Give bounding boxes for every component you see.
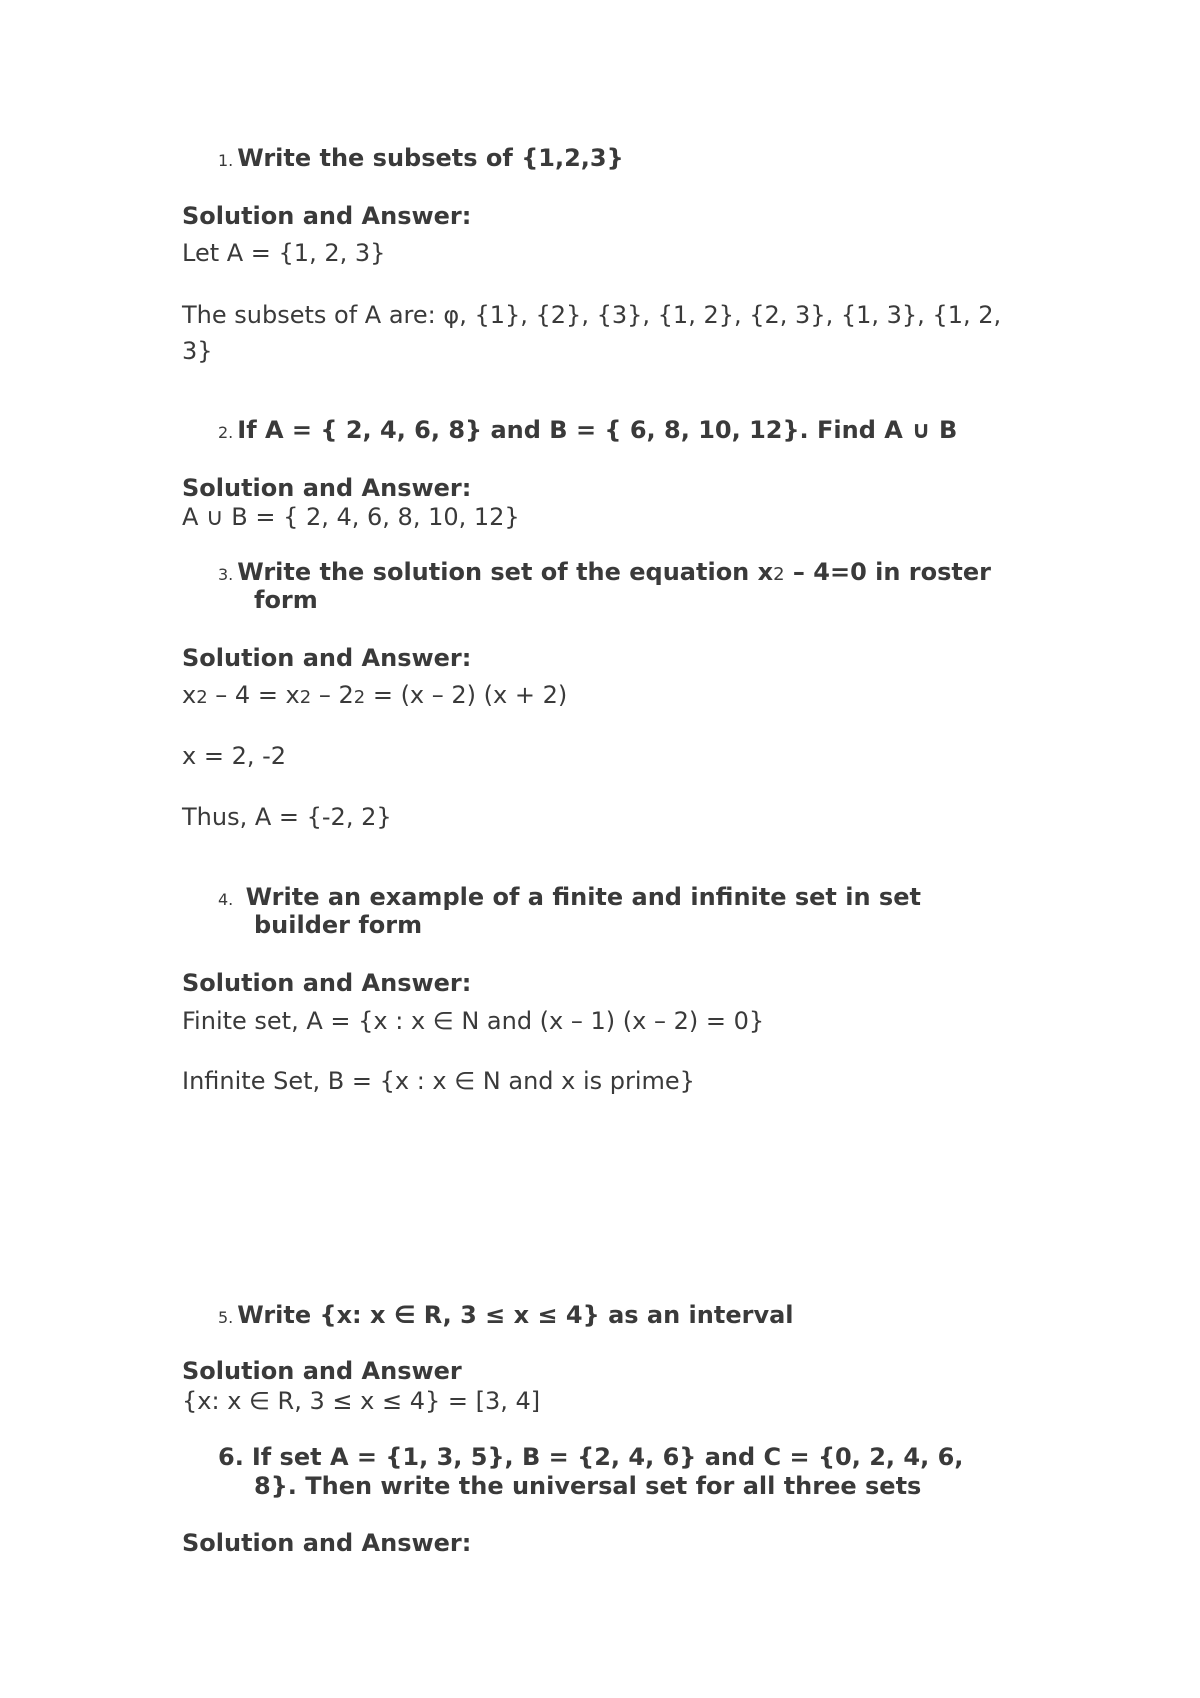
question-text: Write the subsets of {1,2,3}: [237, 144, 624, 172]
answer-line: 3}: [182, 337, 213, 365]
math-text: = (x – 2) (x + 2): [365, 681, 568, 709]
answer-line: Let A = {1, 2, 3}: [182, 239, 386, 267]
question-2: [218, 416, 957, 444]
math-text: – 2: [311, 681, 354, 709]
question-text: Write the solution set of the equation x: [237, 558, 774, 586]
exponent: 2: [196, 687, 208, 708]
answer-line: {x: x ∈ R, 3 ≤ x ≤ 4} = [3, 4]: [182, 1387, 541, 1415]
math-text: x: [182, 681, 197, 709]
question-text: If set A = {1, 3, 5}, B = {2, 4, 6} and C = {0, 2, 4, 6,: [251, 1443, 964, 1471]
question-number: 5.: [218, 1308, 234, 1327]
solution-label: Solution and Answer:: [182, 1529, 472, 1557]
question-text: Write {x: x ∈ R, 3 ≤ x ≤ 4} as an interval: [237, 1301, 794, 1329]
question-continuation: 8}. Then write the universal set for all three sets: [254, 1472, 922, 1500]
question-text: – 4=0 in roster: [784, 558, 991, 586]
answer-line: Finite set, A = {x : x ∈ N and (x – 1) (x – 2) = 0}: [182, 1007, 765, 1035]
question-number: 2.: [218, 423, 234, 442]
question-1: [218, 144, 624, 172]
question-number: 3.: [218, 565, 234, 584]
exponent: 2: [773, 564, 785, 585]
solution-label: Solution and Answer:: [182, 969, 472, 997]
question-text: Write an example of a finite and infinite set in set: [237, 883, 921, 911]
answer-line: The subsets of A are: φ, {1}, {2}, {3}, {1, 2}, {2, 3}, {1, 3}, {1, 2,: [182, 301, 1002, 329]
question-number: 6.: [218, 1443, 244, 1471]
solution-label: Solution and Answer:: [182, 644, 472, 672]
question-continuation: form: [254, 586, 318, 614]
answer-line: Infinite Set, B = {x : x ∈ N and x is prime}: [182, 1067, 695, 1095]
solution-label: Solution and Answer:: [182, 474, 472, 502]
math-text: – 4 = x: [207, 681, 300, 709]
solution-label: Solution and Answer:: [182, 202, 472, 230]
answer-line: [182, 681, 567, 709]
question-6: [218, 1443, 963, 1471]
exponent: 2: [299, 687, 312, 708]
question-5: [218, 1301, 794, 1329]
answer-line: A ∪ B = { 2, 4, 6, 8, 10, 12}: [182, 503, 520, 531]
solution-label: Solution and Answer: [182, 1357, 462, 1385]
answer-line: Thus, A = {-2, 2}: [182, 803, 392, 831]
question-text: If A = { 2, 4, 6, 8} and B = { 6, 8, 10, 12}. Find A ∪ B: [237, 416, 958, 444]
question-number: 4.: [218, 890, 234, 909]
answer-line: x = 2, -2: [182, 742, 287, 770]
question-continuation: builder form: [254, 911, 423, 939]
exponent: 2: [353, 687, 366, 708]
question-4: [218, 883, 921, 911]
question-3: [218, 558, 991, 586]
question-number: 1.: [218, 151, 234, 170]
